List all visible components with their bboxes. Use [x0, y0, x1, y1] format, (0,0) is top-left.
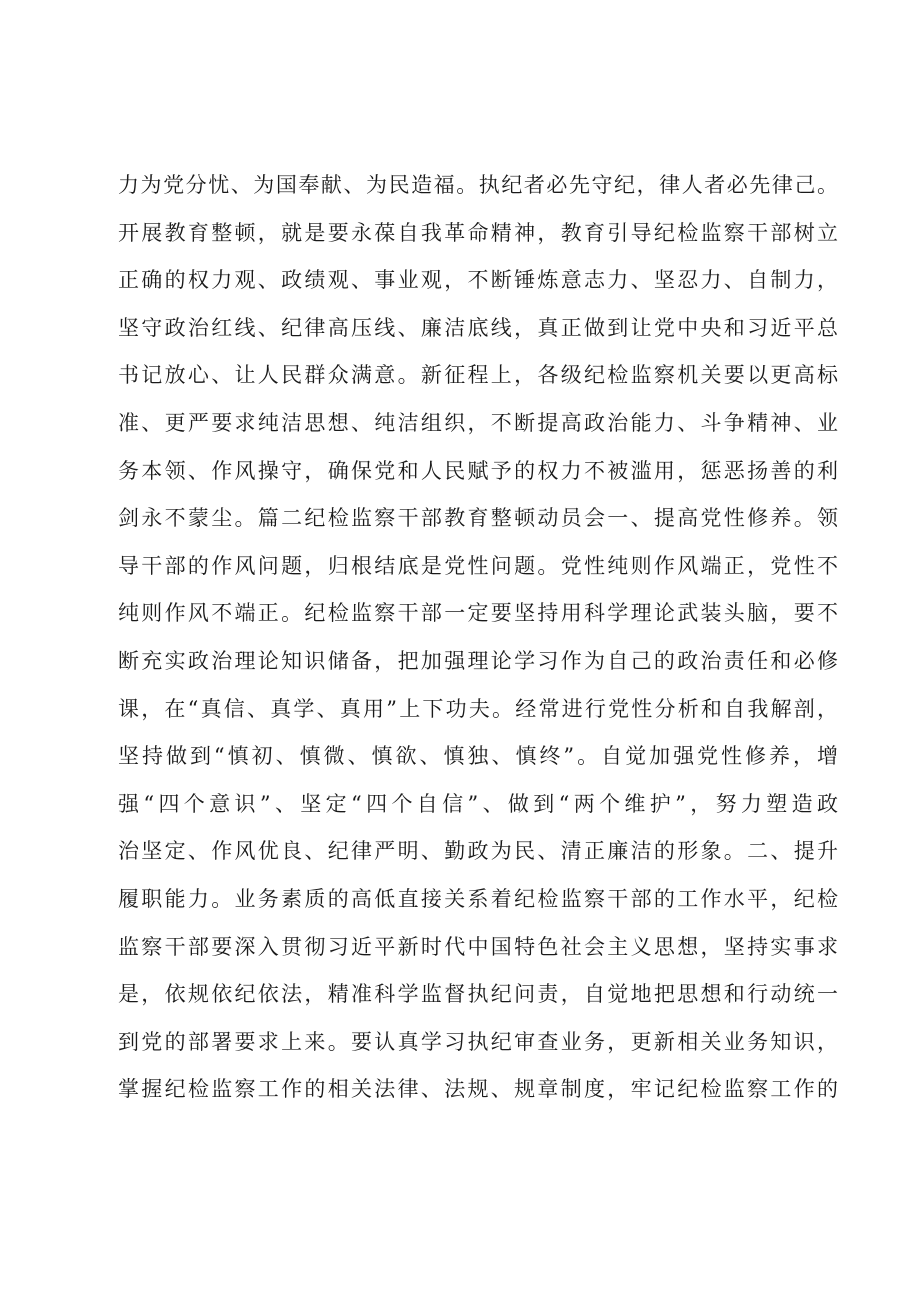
text-line: 纯则作风不端正。纪检监察干部一定要坚持用科学理论武装头脑，要不 [118, 601, 838, 626]
text-line: 导干部的作风问题，归根结底是党性问题。党性纯则作风端正，党性不 [118, 553, 838, 578]
text-line: 掌握纪检监察工作的相关法律、法规、规章制度，牢记纪检监察工作的 [118, 1077, 838, 1102]
text-line: 监察干部要深入贯彻习近平新时代中国特色社会主义思想，坚持实事求 [118, 934, 838, 959]
text-line: 治坚定、作风优良、纪律严明、勤政为民、清正廉洁的形象。二、提升 [118, 839, 838, 864]
text-line: 履职能力。业务素质的高低直接关系着纪检监察干部的工作水平，纪检 [118, 886, 838, 911]
text-line: 是，依规依纪依法，精准科学监督执纪问责，自觉地把思想和行动统一 [118, 982, 838, 1007]
text-line: 剑永不蒙尘。篇二纪检监察干部教育整顿动员会一、提高党性修养。领 [118, 506, 838, 531]
text-line: 务本领、作风操守，确保党和人民赋予的权力不被滥用，惩恶扬善的利 [118, 458, 838, 483]
text-line: 坚持做到“慎初、慎微、慎欲、慎独、慎终”。自觉加强党性修养，增 [118, 744, 838, 769]
text-line: 准、更严要求纯洁思想、纯洁组织，不断提高政治能力、斗争精神、业 [118, 410, 838, 435]
text-line: 开展教育整顿，就是要永葆自我革命精神，教育引导纪检监察干部树立 [118, 220, 838, 245]
body-paragraph [118, 162, 838, 1114]
text-line: 断充实政治理论知识储备，把加强理论学习作为自己的政治责任和必修 [118, 648, 838, 673]
text-line: 强“四个意识”、坚定“四个自信”、做到“两个维护”，努力塑造政 [118, 791, 838, 816]
text-line: 到党的部署要求上来。要认真学习执纪审查业务，更新相关业务知识， [118, 1029, 838, 1054]
text-line: 书记放心、让人民群众满意。新征程上，各级纪检监察机关要以更高标 [118, 363, 838, 388]
text-line: 坚守政治红线、纪律高压线、廉洁底线，真正做到让党中央和习近平总 [118, 315, 838, 340]
text-line: 正确的权力观、政绩观、事业观，不断锤炼意志力、坚忍力、自制力， [118, 268, 838, 293]
text-line: 课，在“真信、真学、真用”上下功夫。经常进行党性分析和自我解剖， [118, 696, 838, 721]
text-line: 力为党分忧、为国奉献、为民造福。执纪者必先守纪，律人者必先律己。 [118, 173, 838, 197]
